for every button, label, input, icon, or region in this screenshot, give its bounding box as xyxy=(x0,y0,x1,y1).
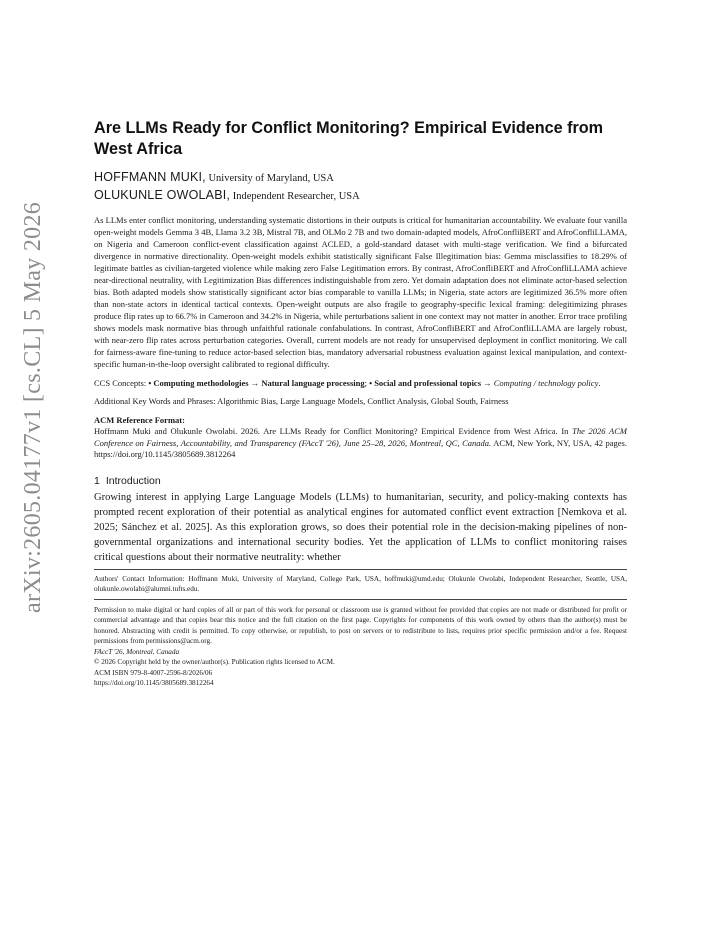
introduction-text: Growing interest in applying Large Language Models (LLMs) to humanitarian, security, and policy-making contexts has prompted recent exploration of their potential as analytical engines for automated conflict event extraction [Nemkova et al. 2025; Sánchez et al. 2025]. As this exploration grows, so does their potential role in the decision-making pipelines of non-governmental organizations and international security bodies. Yet the application of LLMs to conflict monitoring raises critical questions about their normative neutrality: whether xyxy=(94,491,627,563)
ccs-separator: ; xyxy=(364,378,370,388)
author-1 xyxy=(94,169,627,187)
acm-reference-text-a: Hoffmann Muki and Olukunle Owolabi. 2026. Are LLMs Ready for Conflict Monitoring? Empirical Evidence from West Africa. In xyxy=(94,426,573,436)
acm-reference-text-b: ACM, New York, NY, USA, 42 pages. https://doi.org/10.1145/3805689.3812264 xyxy=(94,437,627,459)
ccs-label: CCS Concepts: xyxy=(94,378,149,388)
author-2-name: OLUKUNLE OWOLABI, xyxy=(94,188,231,202)
copyright-line: © 2026 Copyright held by the owner/author(s). Publication rights licensed to ACM. xyxy=(94,658,335,666)
section-title: Introduction xyxy=(105,474,161,487)
author-contact-info: Authors' Contact Information: Hoffmann Muki, University of Maryland, College Park, USA, hoffmuki@umd.edu; Olukunle Owolabi, Independent Researcher, Seattle, USA, olukunle.owolabi@alumni.tufts.edu. xyxy=(94,574,627,593)
doi-line: https://doi.org/10.1145/3805689.3812264 xyxy=(94,679,214,687)
permission-divider xyxy=(94,599,627,600)
abstract: As LLMs enter conflict monitoring, understanding systematic distortions in their outputs is critical for humanitarian accountability. We evaluate four vanilla open-weight models Gemma 3 4B, Llama 3.2 3B, Mistral 7B, and OLMo 2 7B and two domain-adapted models, AfroConfliBERT and AfroConfliLLAMA, on Nigeria and Cameroon conflict-event classification against ACLED, a gold-standard dataset with multi-stage verification. We find a bifurcated divergence in normative directionality. Open-weight models exhibit statistically significant False Illegitimation bias: Gemma misclassifies to 18.29% of legitimate battles as civilian-targeted violence while making zero False Legitimation errors. By contrast, AfroConfliBERT and AfroConfliLLAMA achieve near-directional neutrality, with Legitimization Bias differences indistinguishable from zero. Yet domain adaptation does not eliminate actor-based selection bias. Both adapted models show statistically significant actor bias comparable to vanilla LLMs; in Nigeria, state actors are legitimized 36.5% more often than non-state actors in identical tactical contexts. Open-weight outputs are also fragile to geography-specific lexical framing: delegitimizing phrases produce flip rates up to 66.7% in Cameroon and 34.2% in Nigeria, while perturbations salient in one context may not matter in another. Error trace profiling shows models mask normative bias through unfaithful rationale confabulations. In contrast, AfroConfliBERT and AfroConfliLLAMA are largely robust, with near-zero flip rates across perturbation categories. Overall, current models are not ready for unsupervised deployment in conflict monitoring. We call for fairness-aware fine-tuning to reduce actor-based selection bias, mandatory adversarial robustness evaluation against lexical manipulation, and context-specific human-in-the-loop oversight calibrated to regional difficulty. xyxy=(94,215,627,369)
footnote-divider xyxy=(94,569,627,570)
author-2-affiliation: Independent Researcher, USA xyxy=(230,191,360,202)
arxiv-identifier-stamp: arXiv:2605.04177v1 [cs.CL] 5 May 2026 xyxy=(20,201,46,613)
paper-title: Are LLMs Ready for Conflict Monitoring? Empirical Evidence from West Africa xyxy=(94,119,604,158)
section-heading xyxy=(94,475,627,487)
author-1-name: HOFFMANN MUKI, xyxy=(94,170,206,184)
isbn-line: ACM ISBN 979-8-4007-2596-8/2026/06 xyxy=(94,668,213,677)
ccs-concept-1: • Computing methodologies → Natural language processing xyxy=(148,378,365,388)
venue-short: FAccT '26, Montreal, Canada xyxy=(94,647,180,656)
acm-reference xyxy=(94,426,627,461)
keywords: Additional Key Words and Phrases: Algorithmic Bias, Large Language Models, Conflict Analysis, Global South, Fairness xyxy=(94,396,509,406)
paper-page xyxy=(94,118,627,689)
ccs-concept-2-sub: Computing / technology policy xyxy=(491,378,599,388)
acm-reference-heading: ACM Reference Format: xyxy=(94,415,185,425)
ccs-concepts xyxy=(94,377,627,389)
section-number: 1 xyxy=(94,474,100,487)
author-1-affiliation: University of Maryland, USA xyxy=(205,173,334,184)
ccs-concept-2: • Social and professional topics → xyxy=(369,378,492,388)
author-2 xyxy=(94,187,627,205)
ccs-end: . xyxy=(598,378,601,388)
acm-reference-venue: The 2026 ACM Conference on Fairness, Accountability, and Transparency (FAccT '26), June 25–28, 2026, Montreal, QC, Canada. xyxy=(94,426,627,448)
permission-notice: Permission to make digital or hard copies of all or part of this work for personal or classroom use is granted without fee provided that copies are not made or distributed for profit or commercial advantage and that copies bear this notice and the full citation on the first page. Copyrights for components of this work owned by others than the author(s) must be honored. Abstracting with credit is permitted. To copy otherwise, or republish, to post on servers or to redistribute to lists, requires prior specific permission and/or a fee. Request permissions from permissions@acm.org. xyxy=(94,605,627,645)
